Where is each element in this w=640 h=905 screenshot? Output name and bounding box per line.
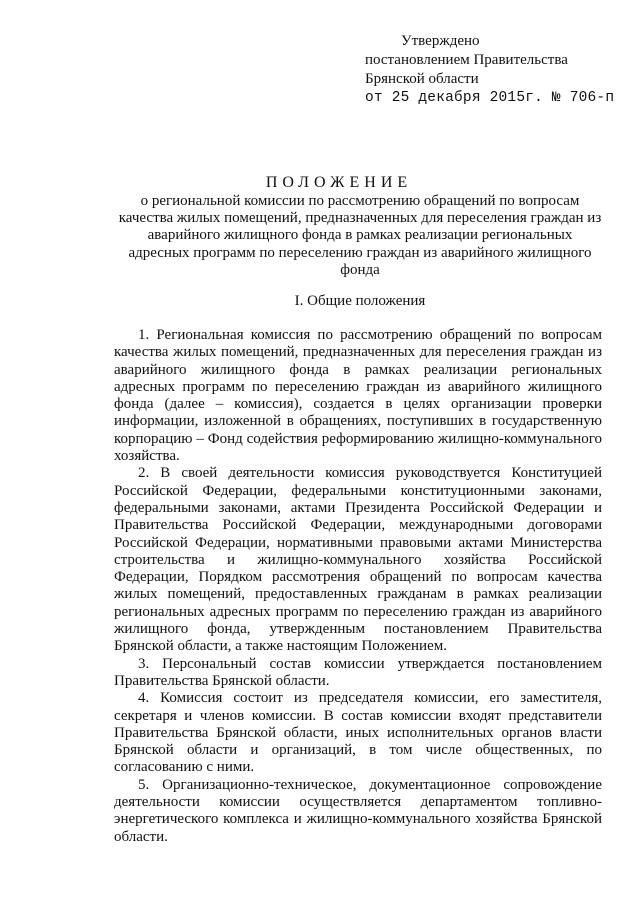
paragraph-3: 3. Персональный состав комиссии утверждается постановлением Правительства Брянской области. <box>114 655 602 689</box>
approval-line: постановлением Правительства <box>365 52 568 68</box>
approval-block <box>365 32 614 108</box>
paragraph-4: 4. Комиссия состоит из председателя комиссии, его заместителя, секретаря и членов комиссии. В состав комиссии входят представители Правительства Брянской области, иных исполнительных органов власти Брянской области и организаций, в том числе общественных, по согласованию с ними. <box>114 690 602 776</box>
document-title: ПОЛОЖЕНИЕ <box>265 174 413 191</box>
approval-date-number: от 25 декабря 2015г. № 706-п <box>365 90 615 106</box>
document-body <box>114 327 602 846</box>
paragraph-1: 1. Региональная комиссия по рассмотрению обращений по вопросам качества жилых помещений, предназначенных для переселения граждан из аварийного жилищного фонда в рамках реализации региональных адресных программ по переселению граждан из аварийного жилищного фонда (далее – комиссия), создается в целях организации проверки информации, изложенной в обращениях, поступивших в государственную корпорацию – Фонд содействия реформированию жилищно-коммунального хозяйства. <box>114 327 602 465</box>
approval-heading: Утверждено <box>401 33 480 49</box>
section-heading: I. Общие положения <box>294 293 426 309</box>
paragraph-5: 5. Организационно-техническое, документационное сопровождение деятельности комиссии осуществляется департаментом топливно-энергетического комплекса и жилищно-коммунального хозяйства Брянской области. <box>114 776 602 845</box>
document-subtitle: о региональной комиссии по рассмотрению обращений по вопросам качества жилых помещений, предназначенных для переселения граждан из аварийного жилищного фонда в рамках реализации региональных адресных программ по переселению граждан из аварийного жилищного фонда <box>118 193 602 278</box>
approval-line: Брянской области <box>365 71 479 87</box>
paragraph-2: 2. В своей деятельности комиссия руководствуется Конституцией Российской Федерации, федеральными конституционными законами, федеральными законами, актами Президента Российской Федерации и Правительства Российской Федерации, международными договорами Российской Федерации, нормативными правовыми актами Министерства строительства и жилищно-коммунального хозяйства Российской Федерации, Порядком рассмотрения обращений по вопросам качества жилых помещений, предоставленных гражданам в рамках реализации региональных адресных программ по переселению граждан из аварийного жилищного фонда, утвержденным постановлением Правительства Брянской области, а также настоящим Положением. <box>114 465 602 655</box>
